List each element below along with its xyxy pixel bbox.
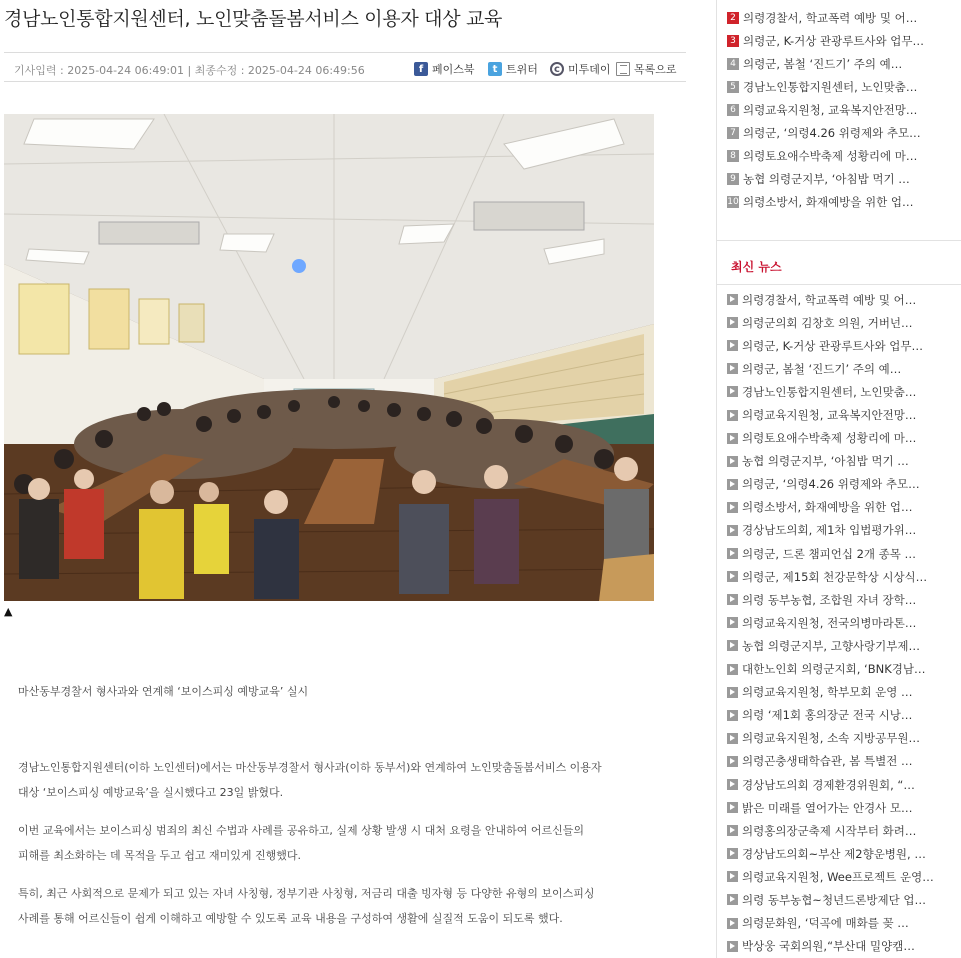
latest-news-item[interactable] [727, 357, 961, 380]
latest-news-list [727, 288, 961, 958]
latest-news-item[interactable] [727, 773, 961, 796]
play-bullet-icon [727, 386, 738, 397]
play-bullet-icon [727, 617, 738, 628]
rank-badge: 10 [727, 196, 739, 207]
rank-badge: 4 [727, 58, 739, 70]
rank-badge: 3 [727, 35, 739, 47]
play-bullet-icon [727, 479, 738, 490]
play-bullet-icon [727, 525, 738, 536]
play-bullet-icon [727, 894, 738, 905]
me2day-icon: c [550, 62, 564, 76]
popular-news-title: 의령교육지원청, 교육복지안전망… [743, 102, 918, 117]
latest-news-item[interactable] [727, 288, 961, 311]
latest-news-title: 대한노인회 의령군지회, ‘BNK경남… [742, 662, 926, 677]
play-bullet-icon [727, 340, 738, 351]
popular-news-title: 의령토요애수박축제 성황리에 마… [743, 148, 918, 163]
share-me2day-button[interactable] [550, 60, 611, 78]
latest-news-item[interactable] [727, 819, 961, 842]
share-facebook-label: 페이스북 [432, 63, 475, 76]
popular-news-item[interactable] [727, 144, 961, 167]
latest-news-item[interactable] [727, 704, 961, 727]
latest-news-item[interactable] [727, 427, 961, 450]
rank-badge: 9 [727, 173, 739, 185]
popular-news-item[interactable] [727, 29, 961, 52]
article-paragraph: 경남노인통합지원센터(이하 노인센터)에서는 마산동부경찰서 형사과(이하 동부서)와 연계하여 노인맞춤돌봄서비스 이용자 대상 ‘보이스피싱 예방교육’을 실시했다고 23일 밝혔다. [18, 761, 602, 799]
play-bullet-icon [727, 918, 738, 929]
popular-news-title: 의령군, K-거상 관광루트사와 업무… [743, 33, 925, 48]
latest-news-title: 의령홍의장군축제 시작부터 화려… [742, 823, 917, 838]
latest-news-item[interactable] [727, 588, 961, 611]
latest-news-title: 의령토요애수박축제 성황리에 마… [742, 431, 917, 446]
latest-news-title: 경상남도의회~부산 제2향운병원, … [742, 846, 926, 861]
play-bullet-icon [727, 294, 738, 305]
latest-news-title: 의령군의회 김창호 의원, 거버넌… [742, 315, 913, 330]
rank-badge: 2 [727, 12, 739, 24]
article-paragraph: 이번 교육에서는 보이스피싱 범죄의 최신 수법과 사례를 공유하고, 실제 상황 발생 시 대처 요령을 안내하여 어르신들의 피해를 최소화하는 데 목적을 두고 쉽고 재미있게 진행했다. [18, 824, 584, 862]
play-bullet-icon [727, 410, 738, 421]
latest-news-item[interactable] [727, 888, 961, 911]
latest-news-item[interactable] [727, 334, 961, 357]
classroom-photo-illustration [4, 114, 654, 601]
twitter-icon: t [488, 62, 502, 76]
article-photo [4, 114, 654, 601]
latest-news-title: 경상남도의회 경제환경위원회, “… [742, 777, 915, 792]
latest-news-title: 의령교육지원청, 교육복지안전망… [742, 408, 917, 423]
play-bullet-icon [727, 802, 738, 813]
latest-news-title: 의령교육지원청, 전국의병마라톤… [742, 615, 917, 630]
article-meta-bar [4, 56, 686, 82]
popular-news-item[interactable] [727, 52, 961, 75]
latest-news-title: 의령군, 드론 챔피언십 2개 종목 … [742, 546, 917, 561]
share-twitter-label: 트위터 [506, 63, 538, 76]
share-me2day-label: 미투데이 [568, 63, 611, 76]
latest-news-title-rule [717, 284, 961, 285]
latest-news-item[interactable] [727, 450, 961, 473]
latest-news-title: 의령 동부농협, 조합원 자녀 장학… [742, 592, 917, 607]
latest-news-title: 경상남도의회, 제1차 입법평가위… [742, 523, 917, 538]
play-bullet-icon [727, 733, 738, 744]
play-bullet-icon [727, 571, 738, 582]
latest-news-item[interactable] [727, 611, 961, 634]
latest-news-item[interactable] [727, 865, 961, 888]
latest-news-item[interactable] [727, 403, 961, 426]
latest-news-title: 의령 동부농협~청년드론방제단 업… [742, 892, 926, 907]
latest-news-title: 농협 의령군지부, ‘아침밥 먹기 … [742, 454, 909, 469]
latest-news-item[interactable] [727, 727, 961, 750]
rank-badge: 6 [727, 104, 739, 116]
play-bullet-icon [727, 779, 738, 790]
play-bullet-icon [727, 871, 738, 882]
play-bullet-icon [727, 502, 738, 513]
popular-news-item[interactable] [727, 190, 961, 213]
back-to-list-button[interactable] [616, 60, 677, 78]
sidebar-divider [717, 240, 961, 241]
list-icon [616, 62, 630, 76]
latest-news-item[interactable] [727, 565, 961, 588]
latest-news-title: 의령군, ‘의령4.26 위령제와 추모… [742, 477, 920, 492]
latest-news-title: 의령교육지원청, Wee프로젝트 운영… [742, 869, 934, 884]
play-bullet-icon [727, 548, 738, 559]
rank-badge: 8 [727, 150, 739, 162]
play-bullet-icon [727, 848, 738, 859]
popular-news-item[interactable] [727, 98, 961, 121]
latest-news-item[interactable] [727, 496, 961, 519]
latest-news-title: 의령교육지원청, 학부모회 운영 … [742, 685, 913, 700]
latest-news-title: 농협 의령군지부, 고향사랑기부제… [742, 638, 920, 653]
latest-news-title: 경남노인통합지원센터, 노인맞춤… [742, 384, 917, 399]
latest-news-title: 의령곤충생태학습관, 봄 특별전 … [742, 754, 913, 769]
popular-news-item[interactable] [727, 6, 961, 29]
latest-news-item[interactable] [727, 750, 961, 773]
popular-news-item[interactable] [727, 121, 961, 144]
play-bullet-icon [727, 825, 738, 836]
play-bullet-icon [727, 456, 738, 467]
popular-news-title: 의령소방서, 화재예방을 위한 업… [743, 194, 914, 209]
latest-news-item[interactable] [727, 519, 961, 542]
play-bullet-icon [727, 317, 738, 328]
article-title: 경남노인통합지원센터, 노인맞춤돌봄서비스 이용자 대상 교육 [4, 8, 503, 30]
play-bullet-icon [727, 756, 738, 767]
latest-news-item[interactable] [727, 796, 961, 819]
latest-news-item[interactable] [727, 542, 961, 565]
title-divider [4, 52, 686, 53]
latest-news-item[interactable] [727, 380, 961, 403]
popular-news-list [727, 6, 961, 213]
article-paragraph: 특히, 최근 사회적으로 문제가 되고 있는 자녀 사칭형, 정부기관 사칭형, 저금리 대출 빙자형 등 다양한 유형의 보이스피싱 사례를 통해 어르신들이 쉽게 이해하고 예방할 수 있도록 교육 내용을 구성하여 생활에 실질적 도움이 되도록 했다. [18, 887, 595, 925]
latest-news-item[interactable] [727, 935, 961, 958]
latest-news-title: 의령군, 봄철 ‘진드기’ 주의 예… [742, 361, 902, 376]
latest-news-title: 최신 뉴스 [731, 260, 782, 274]
play-bullet-icon [727, 433, 738, 444]
latest-news-item[interactable] [727, 681, 961, 704]
popular-news-item[interactable] [727, 75, 961, 98]
popular-news-title: 의령군, 봄철 ‘진드기’ 주의 예… [743, 56, 903, 71]
share-facebook-button[interactable] [414, 60, 475, 78]
article-subhead: 마산동부경찰서 형사과와 연계해 ‘보이스피싱 예방교육’ 실시 [18, 685, 309, 698]
latest-news-item[interactable] [727, 473, 961, 496]
facebook-icon: f [414, 62, 428, 76]
play-bullet-icon [727, 363, 738, 374]
article-dates: 기사입력 : 2025-04-24 06:49:01 | 최종수정 : 2025-04-24 06:49:56 [14, 64, 365, 77]
rank-badge: 5 [727, 81, 739, 93]
right-sidebar [716, 0, 961, 958]
popular-news-item[interactable] [727, 167, 961, 190]
rank-badge: 7 [727, 127, 739, 139]
latest-news-item[interactable] [727, 842, 961, 865]
share-twitter-button[interactable] [488, 60, 538, 78]
popular-news-title: 경남노인통합지원센터, 노인맞춤… [743, 79, 918, 94]
play-bullet-icon [727, 710, 738, 721]
popular-news-title: 농협 의령군지부, ‘아침밥 먹기 … [743, 171, 910, 186]
latest-news-title: 의령교육지원청, 소속 지방공무원… [742, 731, 920, 746]
popular-news-title: 의령군, ‘의령4.26 위령제와 추모… [743, 125, 921, 140]
latest-news-title: 의령군, 제15회 천강문학상 시상식… [742, 569, 928, 584]
latest-news-title: 의령소방서, 화재예방을 위한 업… [742, 500, 913, 515]
latest-news-title: 의령경찰서, 학교폭력 예방 및 어… [742, 292, 917, 307]
back-to-list-label: 목록으로 [634, 63, 677, 76]
latest-news-item[interactable] [727, 658, 961, 681]
play-bullet-icon [727, 594, 738, 605]
popular-news-title: 의령경찰서, 학교폭력 예방 및 어… [743, 10, 918, 25]
play-bullet-icon [727, 941, 738, 952]
latest-news-title: 의령군, K-거상 관광루트사와 업무… [742, 338, 924, 353]
latest-news-title: 의령 ‘제1회 홍의장군 전국 시낭… [742, 708, 913, 723]
latest-news-title: 의령문화원, ‘덕곡에 매화를 꽂 … [742, 916, 909, 931]
latest-news-item[interactable] [727, 634, 961, 657]
play-bullet-icon [727, 687, 738, 698]
photo-caption-marker: ▲ [4, 605, 13, 618]
play-bullet-icon [727, 640, 738, 651]
play-bullet-icon [727, 664, 738, 675]
latest-news-title: 밝은 미래를 열어가는 안경사 모… [742, 800, 913, 815]
latest-news-item[interactable] [727, 311, 961, 334]
latest-news-item[interactable] [727, 912, 961, 935]
latest-news-title: 박상웅 국회의원,“부산대 밀양캠… [742, 939, 915, 954]
